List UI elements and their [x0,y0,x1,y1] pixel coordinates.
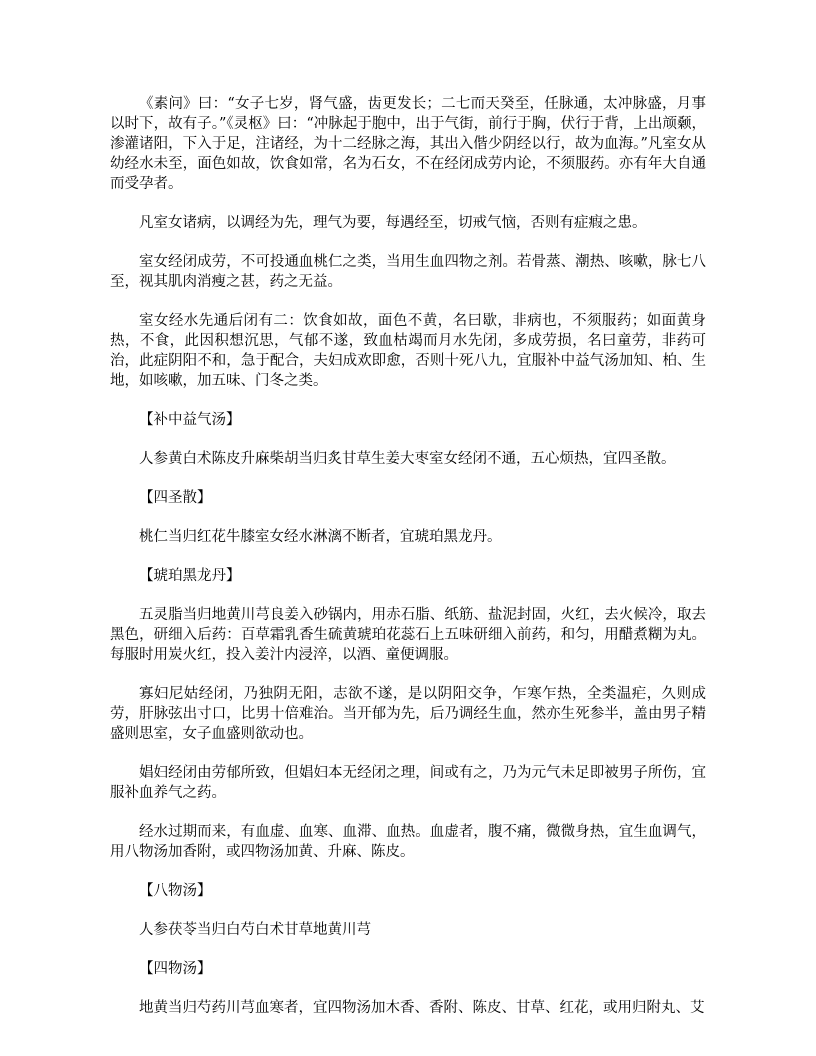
paragraph-courtesans: 娼妇经闭由劳郁所致，但娼妇本无经闭之理，间或有之，乃为元气未足即被男子所伤，宜服补血养气之药。 [110,765,706,801]
paragraph-regulate-menses: 凡室女诸病，以调经为先，理气为要，每遇经至，切戒气恼，否则有症瘕之患。 [139,215,647,231]
paragraph-amenorrhea-consumption: 室女经闭成劳，不可投通血桃仁之类，当用生血四物之剂。若骨蒸、潮热、咳嗽，脉七八至，视其肌肉消瘦之甚，药之无益。 [110,254,706,290]
paragraph-two-types: 室女经水先通后闭有二：饮食如故，面色不黄，名曰歇，非病也，不须服药；如面黄身热，不食，此因积想沉思，气郁不遂，致血枯竭而月水先闭，多成劳损，名曰童劳，非药可治，此症阴阳不和，急于配合，夫妇成欢即愈，否则十死八九，宜服补中益气汤加知、柏、生地，如咳嗽，加五味、门冬之类。 [110,313,706,389]
paragraph-buzhong-formula: 人参黄白术陈皮升麻柴胡当归炙甘草生姜大枣室女经闭不通，五心烦热，宜四圣散。 [139,451,676,467]
heading-bawu-tang: 【八物汤】 [139,883,212,899]
heading-hupo-heilong-dan: 【琥珀黑龙丹】 [139,568,241,584]
heading-sisheng-san: 【四圣散】 [139,490,212,506]
paragraph-sisheng-formula: 桃仁当归红花牛膝室女经水淋漓不断者，宜琥珀黑龙丹。 [139,529,502,545]
paragraph-intro: 《素问》曰：“女子七岁，肾气盛，齿更发长；二七而天癸至，任脉通，太冲脉盛，月事以时下，故有子。”《灵枢》曰：“冲脉起于胞中，出于气街，前行于胸，伏行于背，上出颃颡，渗灌诸阳，下入于足，注诸经，为十二经脉之海，其出入偕少阴经以行，故为血海。”凡室女从幼经水未至，面色如故，饮食如常，名为石女，不在经闭成劳内论，不须服药。亦有年大自通而受孕者。 [110,96,706,192]
paragraph-siwu-formula: 地黄当归芍药川芎血寒者，宜四物汤加木香、香附、陈皮、甘草、红花，或用归附丸、艾 [139,1000,705,1016]
document-page [110,94,706,1037]
paragraph-widows-nuns: 寡妇尼姑经闭，乃独阴无阳，志欲不遂，是以阴阳交争，乍寒乍热，全类温疟，久则成劳，肝脉弦出寸口，比男十倍难治。当开郁为先，后乃调经生血，然亦生死参半，盖由男子精盛则思室，女子血盛则欲动也。 [110,686,706,742]
paragraph-hupo-formula: 五灵脂当归地黄川芎良姜入砂锅内，用赤石脂、纸筋、盐泥封固，火红，去火候冷，取去黑色，研细入后药：百草霜乳香生硫黄琥珀花蕊石上五味研细入前药，和匀，用醋煮糊为丸。每服时用炭火红，投入姜汁内浸淬，以酒、童便调服。 [110,607,706,663]
heading-buzhong-yiqi-tang: 【补中益气汤】 [139,412,241,428]
paragraph-bawu-formula: 人参茯苓当归白芍白术甘草地黄川芎 [139,922,371,938]
paragraph-delayed-menses: 经水过期而来，有血虚、血寒、血滞、血热。血虚者，腹不痛，微微身热，宜生血调气，用八物汤加香附，或四物汤加黄、升麻、陈皮。 [110,824,706,860]
heading-siwu-tang: 【四物汤】 [139,961,212,977]
